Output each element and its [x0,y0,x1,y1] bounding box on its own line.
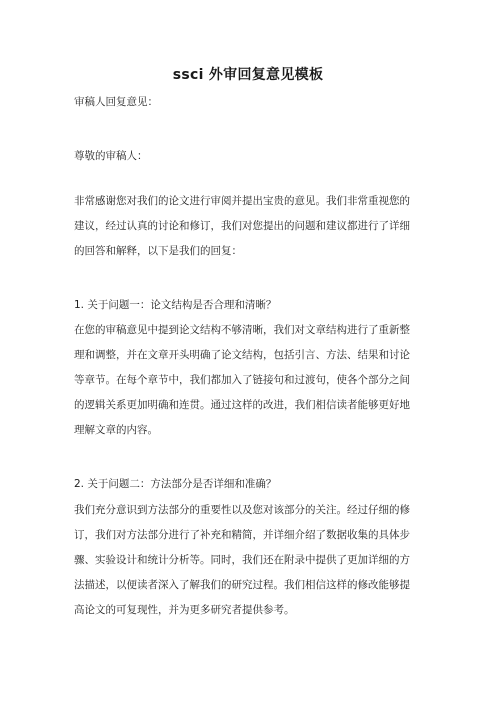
answer-two-line: 订，我们对方法部分进行了补充和精简，并详细介绍了数据收集的具体步 [74,529,410,541]
answer-one-line: 在您的审稿意见中提到论文结构不够清晰，我们对文章结构进行了重新整 [74,324,410,336]
question-two-heading: 2. 关于问题二：方法部分是否详细和准确？ [74,478,277,490]
intro-paragraph-line: 非常感谢您对我们的论文进行审阅并提出宝贵的意见。我们非常重视您的 [74,195,410,207]
salutation: 尊敬的审稿人： [74,150,148,162]
answer-two-line: 骤、实验设计和统计分析等。同时，我们还在附录中提供了更加详细的方 [74,554,410,566]
reviewer-reply-heading: 审稿人回复意见： [74,96,158,108]
question-one-heading: 1. 关于问题一：论文结构是否合理和清晰？ [74,299,277,311]
answer-two-line: 高论文的可复现性，并为更多研究者提供参考。 [74,604,295,616]
answer-one-line: 理解文章的内容。 [74,424,158,436]
answer-one-line: 理和调整，并在文章开头明确了论文结构，包括引言、方法、结果和讨论 [74,349,410,361]
intro-paragraph-line: 的回答和解释，以下是我们的回复： [74,245,242,257]
answer-two-line: 法描述，以便读者深入了解我们的研究过程。我们相信这样的修改能够提 [74,579,410,591]
intro-paragraph-line: 建议，经过认真的讨论和修订，我们对您提出的问题和建议都进行了详细 [74,220,410,232]
answer-one-line: 等章节。在每个章节中，我们都加入了链接句和过渡句，使各个部分之间 [74,374,410,386]
answer-two-line: 我们充分意识到方法部分的重要性以及您对该部分的关注。经过仔细的修 [74,504,410,516]
document-title: ssci 外审回复意见模板 [172,67,324,83]
answer-one-line: 的逻辑关系更加明确和连贯。通过这样的改进，我们相信读者能够更好地 [74,399,410,411]
